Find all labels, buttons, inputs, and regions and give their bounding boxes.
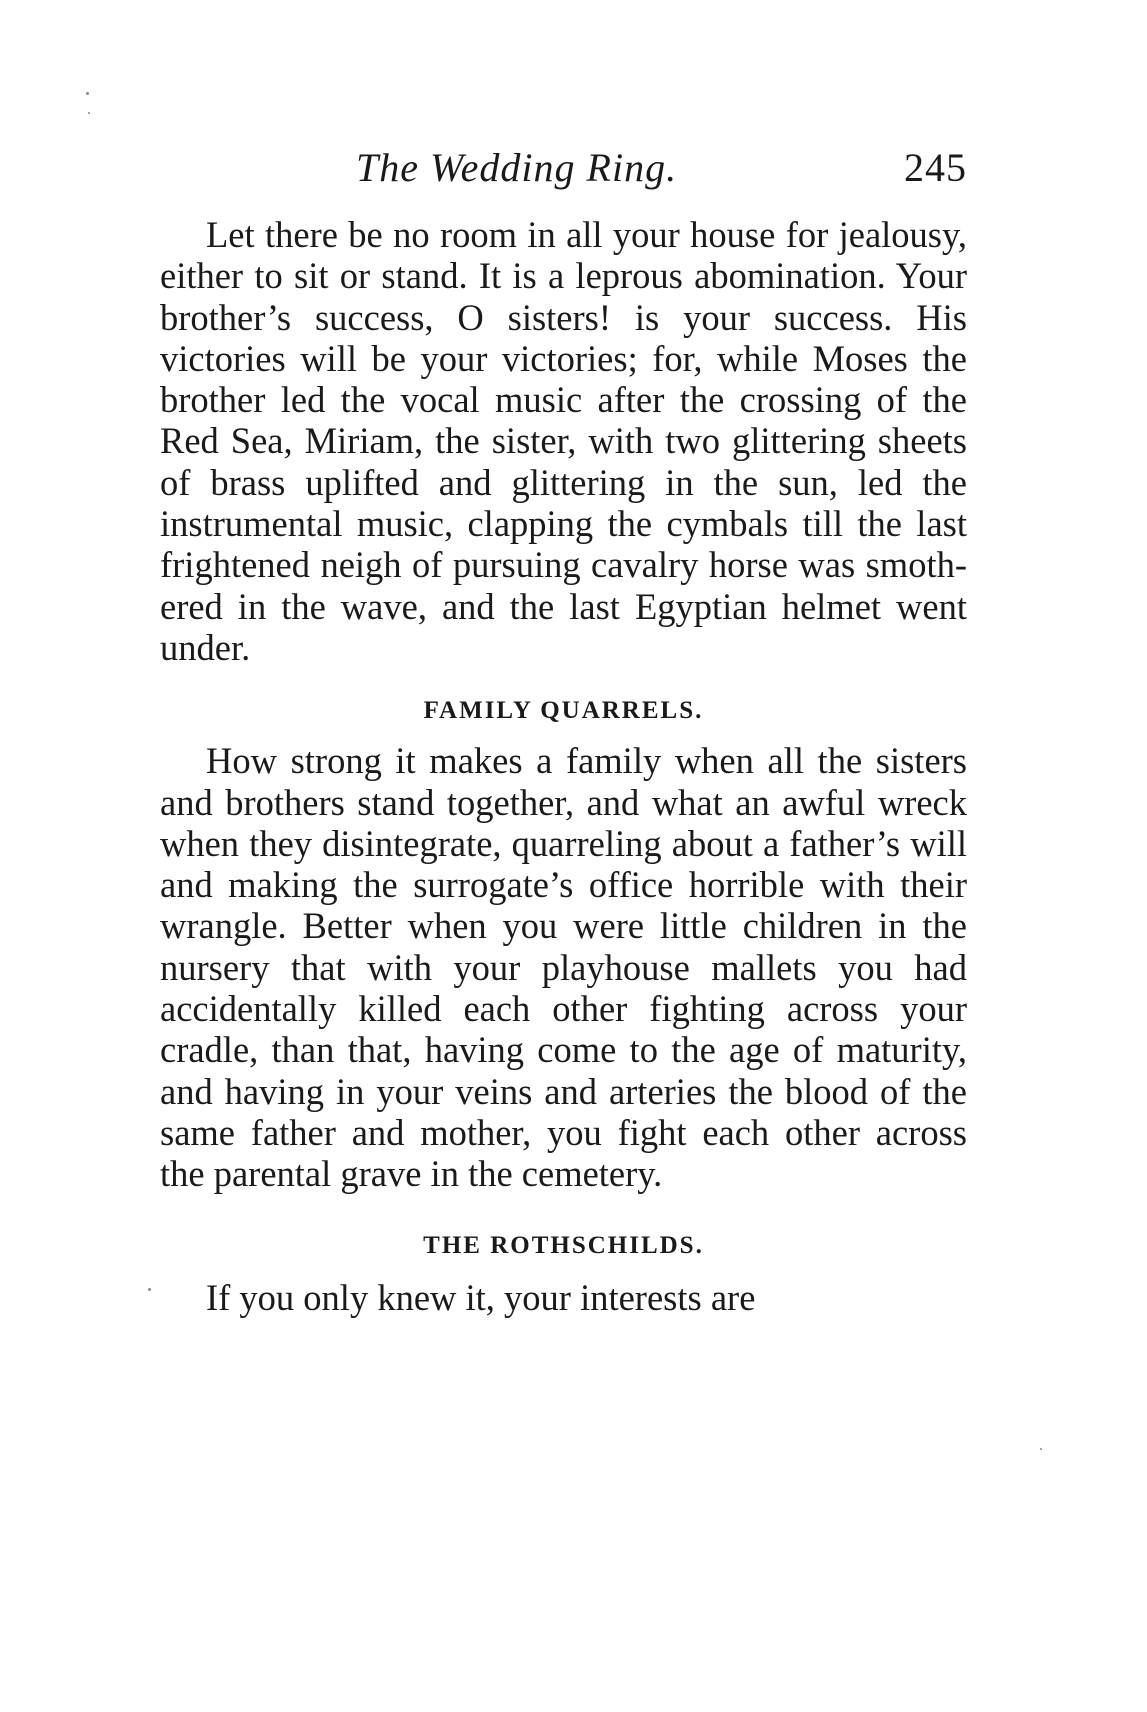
- paragraph-family-quarrels: How strong it makes a family when all the sisters and brothers stand together, and what an awful wreck when they disintegrate, quarreling about a father’s will and making the surrogate’s office horrible with their wrangle. Better when you were little children in the nursery that with your playhouse mallets you had accidentally killed each other fighting across your cradle, than that, having come to the age of maturity, and having in your veins and arteries the blood of the same father and mother, you fight each other across the parental grave in the cemetery.: [160, 740, 967, 1195]
- section-heading-family-quarrels: FAMILY QUARRELS.: [423, 697, 704, 725]
- running-head: [160, 140, 967, 196]
- book-page: [160, 140, 967, 1318]
- scan-speck: [86, 92, 89, 95]
- running-title: The Wedding Ring.: [356, 145, 678, 190]
- scan-speck: [148, 1288, 151, 1291]
- page-number: 245: [904, 145, 967, 190]
- scan-speck: [1040, 1448, 1042, 1450]
- paragraph-jealousy: Let there be no room in all your house for jealousy, either to sit or stand. It is a leprous abomination. Your brother’s success, O sisters! is your success. His victories will be your victories; for, while Moses the brother led the vocal music after the crossing of the Red Sea, Miriam, the sister, with two glittering sheets of brass uplifted and glittering in the sun, led the instrumental music, clapping the cymbals till the last frightened neigh of pursuing cavalry horse was smothered in the wave, and the last Egyptian helmet went under.: [160, 214, 967, 668]
- section-heading-rothschilds: THE ROTHSCHILDS.: [423, 1231, 704, 1259]
- paragraph-rothschilds: If you only knew it, your interests are: [206, 1276, 756, 1318]
- scan-speck: [88, 112, 90, 114]
